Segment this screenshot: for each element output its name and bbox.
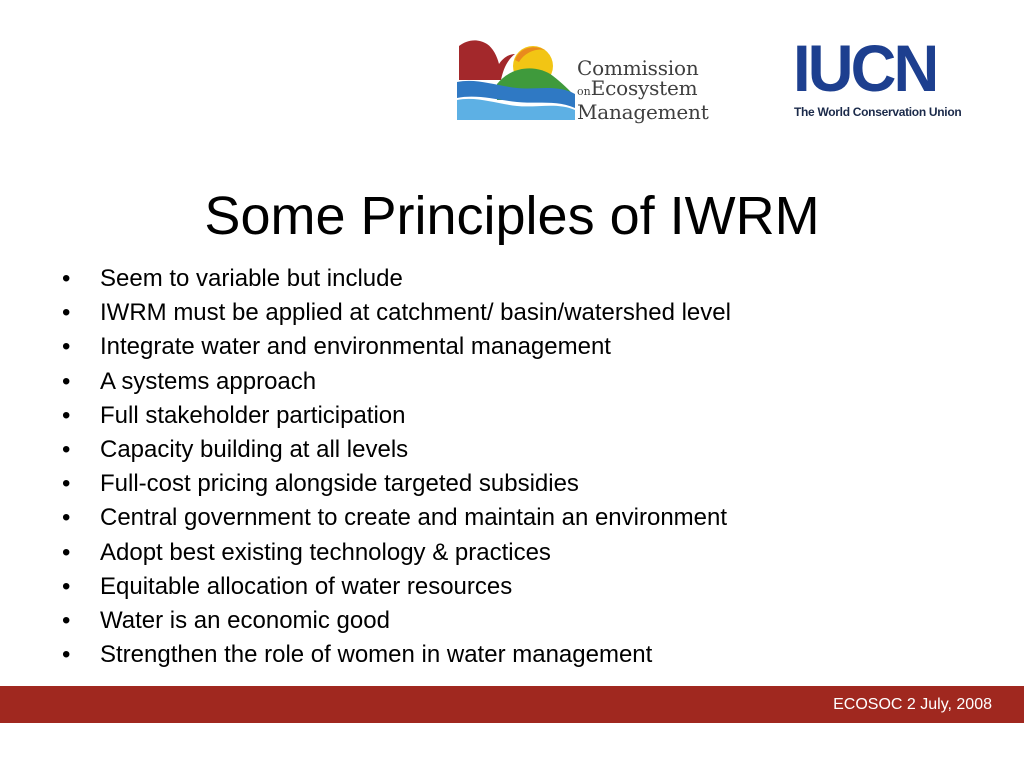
bullet-icon: • <box>62 606 71 634</box>
bullet-icon: • <box>62 333 71 361</box>
list-item-text: Strengthen the role of women in water management <box>100 641 653 669</box>
list-item-text: Full stakeholder participation <box>100 401 406 429</box>
cem-line-ecosystem: Ecosystem <box>590 76 698 100</box>
list-item-text: Water is an economic good <box>100 606 390 634</box>
iucn-tagline: The World Conservation Union <box>794 105 962 119</box>
iucn-wordmark: IUCN <box>793 31 937 105</box>
bullet-icon: • <box>62 538 71 566</box>
list-item-text: Integrate water and environmental management <box>100 333 611 361</box>
bullet-icon: • <box>62 401 71 429</box>
bullet-icon: • <box>62 299 71 327</box>
iucn-logo <box>793 31 963 123</box>
bullet-icon: • <box>62 641 71 669</box>
list-item-text: Capacity building at all levels <box>100 435 409 463</box>
bullet-icon: • <box>62 367 71 395</box>
footer-bar <box>0 686 1024 723</box>
bullet-icon: • <box>62 504 71 532</box>
bullet-icon: • <box>62 265 71 292</box>
list-item-text: Full-cost pricing alongside targeted subsidies <box>100 470 579 498</box>
list-item-text: IWRM must be applied at catchment/ basin/watershed level <box>100 299 731 327</box>
cem-emblem-icon <box>457 38 577 122</box>
bullet-icon: • <box>62 435 71 463</box>
bullet-icon: • <box>62 470 71 498</box>
cem-line-commission: Commission <box>577 56 699 80</box>
list-item-text: Adopt best existing technology & practices <box>100 538 551 566</box>
list-item-text: Seem to variable but include <box>100 265 403 292</box>
commission-ecosystem-management-logo <box>457 38 737 124</box>
list-item-text: Central government to create and maintain an environment <box>100 504 728 532</box>
footer-date-text: ECOSOC 2 July, 2008 <box>833 696 992 713</box>
cem-wordmark <box>577 58 709 122</box>
list-item-text: A systems approach <box>100 367 317 395</box>
list-item-text: Equitable allocation of water resources <box>100 572 513 600</box>
slide-title: Some Principles of IWRM <box>204 186 820 246</box>
cem-line-management: Management <box>577 100 709 124</box>
bullet-icon: • <box>62 572 71 600</box>
cem-line-on: on <box>577 85 591 98</box>
